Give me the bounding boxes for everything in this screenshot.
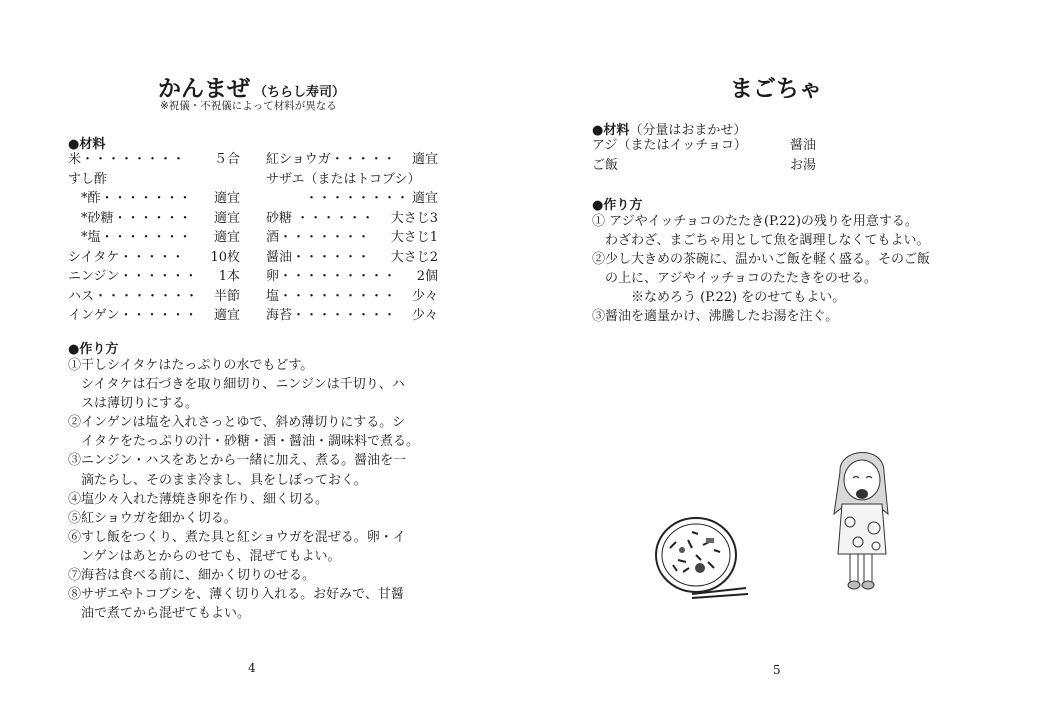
ingredient-amount: 適宜	[411, 191, 438, 206]
method-line: ⑤紅ショウガを細かく切る。	[68, 510, 237, 526]
ingredient-name: *砂糖・・・・・・	[68, 210, 192, 226]
ingredient-name: *塩・・・・・・・	[68, 230, 192, 245]
ingredients-heading: ●材料	[68, 137, 106, 152]
chazuke-bowl-illustration	[648, 510, 758, 605]
ingredients-column-2	[266, 150, 438, 326]
method-line: ④塩少々入れた薄焼き卵を作り、細く切る。	[68, 491, 329, 507]
ingredient-row	[266, 170, 438, 190]
ingredient-row	[592, 156, 782, 176]
ingredient-amount: 2個	[416, 269, 438, 284]
ingredient-name: 米・・・・・・・・	[68, 152, 186, 167]
method-line: シイタケは石づきを取り細切り、ニンジンは千切り、ハ	[68, 377, 405, 393]
ingredient-name: *酢・・・・・・・	[68, 191, 192, 206]
method-line: スは薄切りにする。	[68, 396, 199, 412]
ingredient-amount: 大さじ2	[390, 249, 438, 265]
ingredient-amount: 適宜	[213, 308, 240, 323]
ingredient-amount: 少々	[411, 308, 438, 323]
method-steps	[68, 356, 448, 623]
ingredient-name: アジ（またはイッチョコ）	[592, 138, 747, 153]
ingredients-column-1	[592, 136, 782, 175]
ingredient-row	[68, 150, 240, 170]
ingredient-name: 砂糖 ・・・・・・	[266, 210, 375, 226]
ingredient-name: 卵・・・・・・・・・	[266, 269, 397, 284]
ingredient-name: 酒・・・・・・・	[266, 230, 371, 245]
ingredient-name: 紅ショウガ・・・・・	[266, 152, 396, 167]
method-line: ンゲンはあとからのせても、混ぜてもよい。	[68, 548, 341, 564]
ingredient-row	[68, 170, 240, 190]
ingredient-row	[266, 306, 438, 326]
title-text: かんまぜ	[158, 76, 250, 102]
page-number: 4	[248, 661, 256, 675]
ingredient-row	[266, 287, 438, 307]
ingredient-row	[68, 306, 240, 326]
method-heading: ●作り方	[68, 342, 119, 357]
ingredient-row	[68, 189, 240, 209]
method-steps	[592, 212, 992, 327]
ingredient-name: 醤油・・・・・・	[266, 249, 371, 265]
recipe-title-magocha: まごちゃ	[730, 76, 822, 102]
recipe-note: ※祝儀・不祝儀によって材料が異なる	[160, 100, 337, 112]
method-line: 油で煮てから混ぜてもよい。	[68, 606, 251, 622]
method-line: ①干しシイタケはたっぷりの水でもどす。	[68, 358, 314, 373]
ingredient-row	[266, 189, 438, 209]
method-line: ②少し大きめの茶碗に、温かいご飯を軽く盛る。そのご飯	[592, 252, 931, 268]
method-line: の上に、アジやイッチョコのたたきをのせる。	[592, 271, 877, 287]
method-line: ②インゲンは塩を入れさっとゆで、斜め薄切りにする。シ	[68, 415, 406, 431]
ingredient-name: すし酢	[68, 171, 108, 187]
ingredients-heading-note: （分量はおまかせ）	[629, 123, 747, 138]
ingredient-name: 醤油	[790, 138, 817, 153]
ingredient-amount: ５合	[213, 152, 240, 167]
ingredient-amount: 半節	[213, 288, 240, 304]
ingredient-row	[68, 209, 240, 229]
ingredient-amount: 適宜	[213, 191, 240, 206]
ingredient-row	[68, 248, 240, 268]
ingredient-row	[790, 136, 870, 156]
method-line: 滴たらし、そのまま冷まし、具をしぼっておく。	[68, 472, 367, 488]
ingredient-row	[68, 228, 240, 248]
ingredient-row	[266, 228, 438, 248]
girl-eating-illustration	[828, 442, 894, 594]
ingredient-name: ハス・・・・・・・・	[68, 288, 199, 304]
ingredients-column-2	[790, 136, 870, 175]
ingredient-amount: 適宜	[213, 210, 240, 226]
ingredient-amount: 大さじ1	[390, 230, 438, 245]
page-number: 5	[773, 663, 781, 677]
ingredients-column-1	[68, 150, 240, 326]
method-line: ③ニンジン・ハスをあとから一緒に加え、煮る。醤油を一	[68, 453, 407, 469]
method-line: ⑦海苔は食べる前に、細かく切りのせる。	[68, 568, 316, 584]
right-page	[520, 0, 1040, 720]
ingredient-name: ご飯	[592, 157, 619, 173]
ingredient-row	[266, 209, 438, 229]
ingredient-amount: 適宜	[213, 230, 240, 245]
method-line: イタケをたっぷりの汁・砂糖・酒・醤油・調味料で煮る。	[68, 434, 420, 450]
title-subtitle: （ちらし寿司）	[254, 85, 346, 100]
ingredient-row	[266, 248, 438, 268]
ingredient-amount: 少々	[411, 288, 438, 304]
method-line: ③醤油を適量かけ、沸騰したお湯を注ぐ。	[592, 309, 839, 325]
method-line: ⑥すし飯をつくり、煮た具と紅ショウガを混ぜる。卵・イ	[68, 529, 406, 545]
method-line: ※なめろう (P.22) をのせてもよい。	[592, 290, 846, 306]
ingredient-row	[790, 156, 870, 176]
ingredient-name: ・・・・・・・・	[266, 191, 410, 206]
method-line: わざわざ、まごちゃ用として魚を調理しなくてもよい。	[592, 233, 930, 249]
ingredient-name: 海苔・・・・・・・・	[266, 308, 397, 323]
ingredient-row	[266, 267, 438, 287]
ingredient-amount: 適宜	[411, 152, 438, 167]
ingredient-name: お湯	[790, 157, 817, 173]
ingredient-amount: 大さじ3	[390, 210, 438, 226]
ingredient-name: ニンジン・・・・・・	[68, 269, 198, 284]
method-heading: ●作り方	[592, 198, 643, 213]
method-line: ① アジやイッチョコのたたき(P.22)の残りを用意する。	[592, 214, 918, 229]
ingredient-name: インゲン・・・・・・	[68, 308, 198, 323]
ingredient-amount: 1本	[218, 269, 240, 284]
ingredient-row	[266, 150, 438, 170]
ingredient-amount: 10枚	[210, 249, 240, 265]
ingredient-name: 塩・・・・・・・・・	[266, 288, 397, 304]
ingredient-name: シイタケ・・・・・	[68, 249, 185, 265]
ingredient-row	[68, 287, 240, 307]
ingredient-row	[68, 267, 240, 287]
method-line: ⑧サザエやトコブシを、薄く切り入れる。お好みで、甘醤	[68, 587, 404, 603]
ingredient-name: サザエ（またはトコブシ）	[266, 171, 421, 187]
ingredients-heading-text: ●材料	[592, 123, 630, 138]
ingredient-row	[592, 136, 782, 156]
